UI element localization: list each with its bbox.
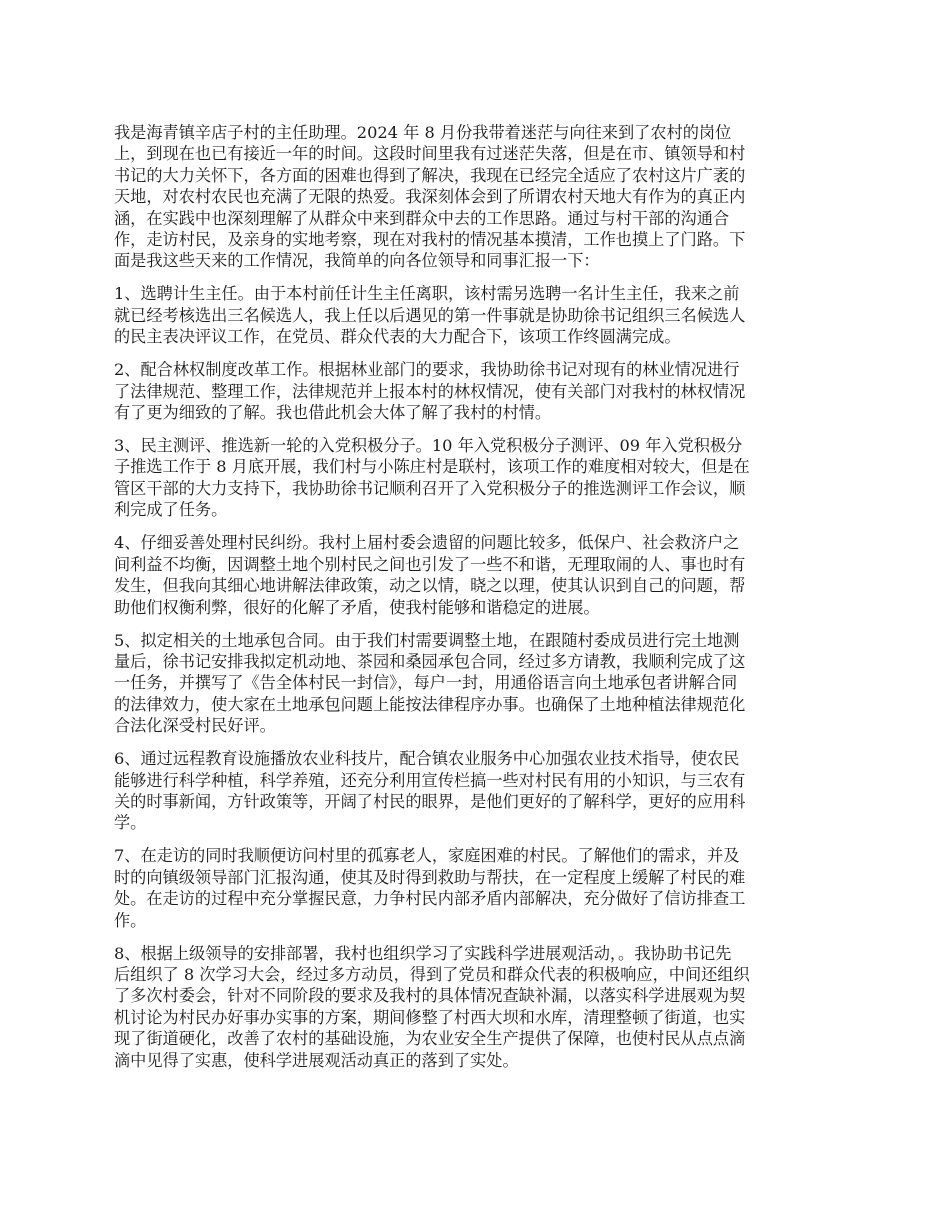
item-paragraph-4: 4、仔细妥善处理村民纠纷。我村上届村委会遗留的问题比较多，低保户、社会救济户之 间利益不均衡，因调整土地个别村民之间也引发了一些不和谐，无理取闹的人、事也时有 发生，但我向其细心地讲解法律政策，动之以情，晓之以理，使其认识到自己的问题，帮 助他们权衡利弊，很好的化解了矛盾，使我村能够和谐稳定的进展。 — [114, 533, 746, 617]
item-paragraph-8: 8、根据上级领导的安排部署，我村也组织学习了实践科学进展观活动，。我协助书记先 后组织了 8 次学习大会，经过多方动员，得到了党员和群众代表的积极响应，中间还组织 了多次村委会，针对不同阶段的要求及我村的具体情况查缺补漏，以落实科学进展观为契 机讨论为村民办好事办实事的方案，期间修整了村西大坝和水库，清理整顿了街道，也实 现了街道硬化，改善了农村的基础设施，为农业安全生产提供了保障，也使村民从点点滴 滴中见得了实惠，使科学进展观活动真正的落到了实处。 — [114, 943, 750, 1070]
item-paragraph-7: 7、在走访的同时我顺便访问村里的孤寡老人，家庭困难的村民。了解他们的需求，并及 时的向镇级领导部门汇报沟通，使其及时得到救助与帮扶，在一定程度上缓解了村民的难 处。在走访的过程中充分掌握民意，力争村民内部矛盾内部解决，充分做好了信访排查工 作。 — [114, 846, 746, 930]
item-paragraph-3: 3、民主测评、推选新一轮的入党积极分子。10 年入党积极分子测评、09 年入党积极分 子推选工作于 8 月底开展，我们村与小陈庄村是联村，该项工作的难度相对较大，但是在 管区干部的大力支持下，我协助徐书记顺利召开了入党积极分子的推选测评工作会议，顺 利完成了任务。 — [114, 436, 750, 520]
item-paragraph-6: 6、通过远程教育设施播放农业科技片，配合镇农业服务中心加强农业技术指导，使农民 能够进行科学种植，科学养殖，还充分利用宣传栏搞一些对村民有用的小知识，与三农有 关的时事新闻，方针政策等，开阔了村民的眼界，是他们更好的了解科学，更好的应用科 学。 — [114, 749, 746, 833]
document-body — [114, 122, 838, 1083]
intro-paragraph: 我是海青镇辛店子村的主任助理。2024 年 8 月份我带着迷茫与向往来到了农村的岗位 上，到现在也已有接近一年的时间。这段时间里我有过迷茫失落，但是在市、镇领导和村 书记的大力关怀下，各方面的困难也得到了解决，我现在已经完全适应了农村这片广袤的 天地，对农村农民也充满了无限的热爱。我深刻体会到了所谓农村天地大有作为的真正内 涵，在实践中也深刻理解了从群众中来到群众中去的工作思路。通过与村干部的沟通合 作，走访村民，及亲身的实地考察，现在对我村的情况基本摸清，工作也摸上了门路。下 面是我这些天来的工作情况，我简单的向各位领导和同事汇报一下： — [114, 123, 746, 271]
item-paragraph-5: 5、拟定相关的土地承包合同。由于我们村需要调整土地，在跟随村委成员进行完土地测 量后，徐书记安排我拟定机动地、茶园和桑园承包合同，经过多方请教，我顺利完成了这 一任务，并撰写了《告全体村民一封信》，每户一封，用通俗语言向土地承包者讲解合同 的法律效力，使大家在土地承包问题上能按法律程序办事。也确保了土地种植法律规范化 合法化深受村民好评。 — [114, 630, 746, 736]
item-paragraph-2: 2、配合林权制度改革工作。根据林业部门的要求，我协助徐书记对现有的林业情况进行 了法律规范、整理工作，法律规范并上报本村的林权情况，使有关部门对我村的林权情况 有了更为细致的了解。我也借此机会大体了解了我村的村情。 — [114, 360, 746, 423]
item-paragraph-1: 1、选聘计生主任。由于本村前任计生主任离职，该村需另选聘一名计生主任，我来之前 就已经考核选出三名候选人，我上任以后遇见的第一件事就是协助徐书记组织三名候选人 的民主表决评议工作，在党员、群众代表的大力配合下，该项工作终圆满完成。 — [114, 284, 746, 347]
